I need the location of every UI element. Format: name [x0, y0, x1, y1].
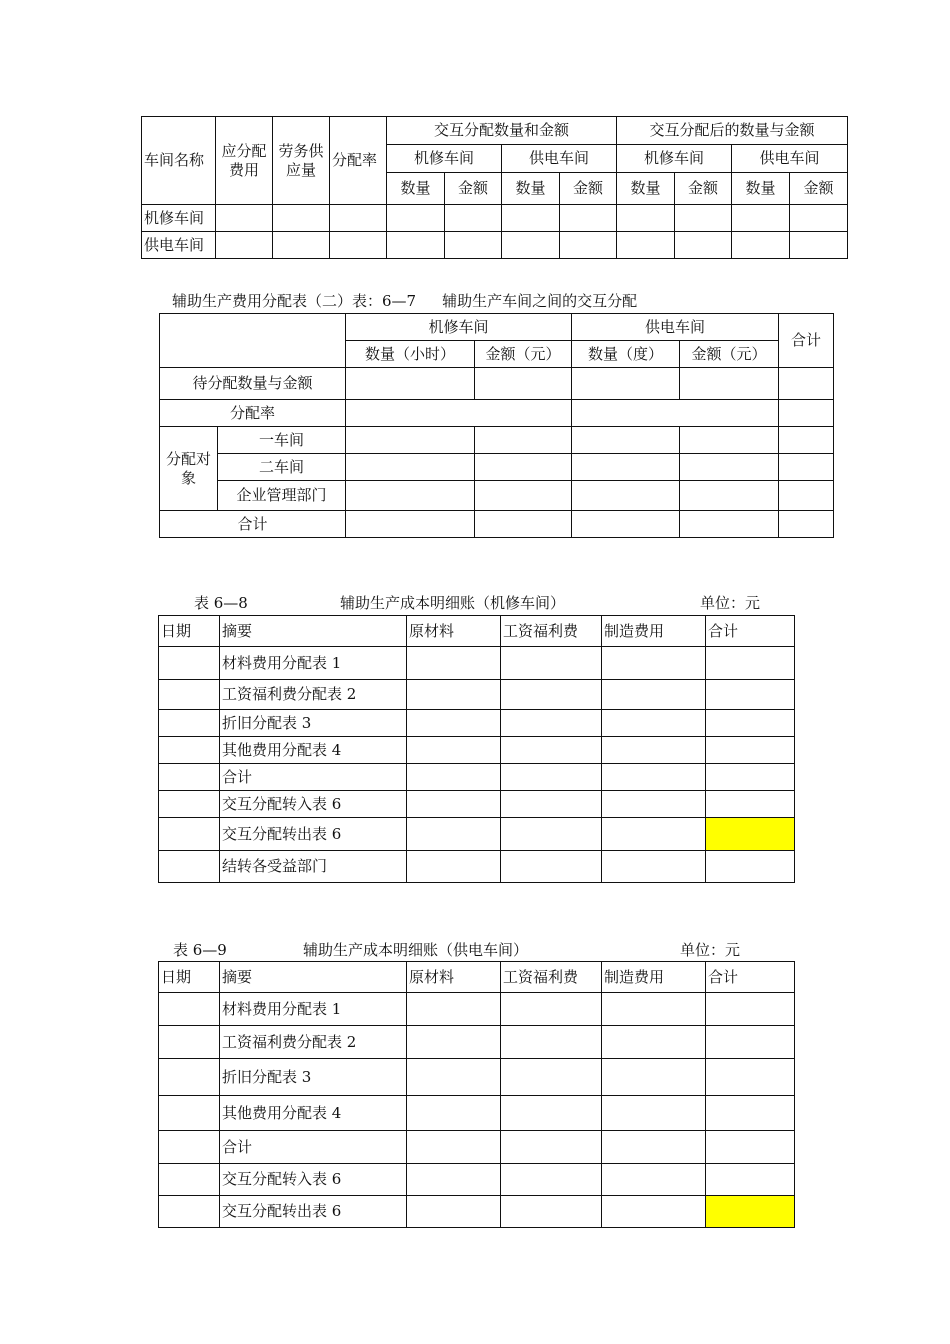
header-amount: 金额 [445, 173, 502, 205]
table-row [159, 1059, 795, 1096]
caption-table-6-9-title: 辅助生产成本明细账（供电车间） [303, 941, 529, 959]
header-alloc-fee: 应分配费用 [216, 117, 273, 205]
header-power: 供电车间 [572, 314, 779, 341]
header-summary: 摘要 [220, 616, 407, 647]
header-repair: 机修车间 [346, 314, 572, 341]
row-rate: 分配率 [160, 400, 346, 427]
header-qty: 数量 [732, 173, 790, 205]
table-row [159, 1131, 795, 1164]
row-summary: 其他费用分配表 4 [220, 737, 407, 764]
highlight-cell [706, 1196, 795, 1228]
header-amount: 金额 [560, 173, 617, 205]
table-row [160, 427, 834, 454]
table-row [159, 818, 795, 851]
table-row [160, 368, 834, 400]
caption-table-6-7 [172, 290, 637, 311]
header-rate: 分配率 [330, 117, 387, 205]
ledger-repair-table [158, 615, 795, 883]
caption-table-6-9-no: 表 6—9 [173, 941, 227, 959]
row-summary: 工资福利费分配表 2 [220, 1026, 407, 1059]
caption-table-6-9-unit: 单位：元 [680, 941, 741, 959]
row-summary: 折旧分配表 3 [220, 710, 407, 737]
header-power-1: 供电车间 [502, 145, 617, 173]
table-row [159, 680, 795, 710]
table-row [142, 232, 848, 259]
table-row [159, 1164, 795, 1196]
highlight-cell [706, 818, 795, 851]
target-label: 企业管理部门 [218, 481, 346, 511]
header-date: 日期 [159, 616, 220, 647]
table-row [159, 710, 795, 737]
header-summary: 摘要 [220, 962, 407, 993]
header-amount-yuan: 金额（元） [475, 341, 572, 368]
header-mutual-group: 交互分配数量和金额 [387, 117, 617, 145]
table-row [159, 1026, 795, 1059]
header-overhead: 制造费用 [602, 616, 706, 647]
header-amount: 金额 [675, 173, 732, 205]
row-summary: 工资福利费分配表 2 [220, 680, 407, 710]
header-qty-hours: 数量（小时） [346, 341, 475, 368]
mutual-allocation-table [141, 116, 848, 259]
table-row [159, 1196, 795, 1228]
row-alloc-target: 分配对象 [160, 427, 218, 511]
caption-right: 辅助生产车间之间的交互分配 [442, 292, 638, 310]
header-total: 合计 [706, 962, 795, 993]
header-wages: 工资福利费 [501, 962, 602, 993]
header-wages: 工资福利费 [501, 616, 602, 647]
target-label: 二车间 [218, 454, 346, 481]
row-label: 机修车间 [142, 205, 216, 232]
caption-table-6-8-no: 表 6—8 [194, 594, 248, 612]
caption-table-6-8-unit: 单位：元 [700, 594, 761, 612]
header-materials: 原材料 [407, 616, 501, 647]
row-pending: 待分配数量与金额 [160, 368, 346, 400]
header-materials: 原材料 [407, 962, 501, 993]
table-row [159, 851, 795, 883]
header-total: 合计 [779, 314, 834, 368]
table-row [159, 764, 795, 791]
table-row [160, 481, 834, 511]
table-row [159, 1096, 795, 1131]
header-qty: 数量 [387, 173, 445, 205]
table-row [159, 993, 795, 1026]
row-summary: 其他费用分配表 4 [220, 1096, 407, 1131]
row-summary: 交互分配转出表 6 [220, 1196, 407, 1228]
table-row [159, 791, 795, 818]
row-summary: 材料费用分配表 1 [220, 993, 407, 1026]
header-qty-kwh: 数量（度） [572, 341, 680, 368]
header-amount-yuan: 金额（元） [680, 341, 779, 368]
header-after-group: 交互分配后的数量与金额 [617, 117, 848, 145]
table-row [159, 647, 795, 680]
row-label: 供电车间 [142, 232, 216, 259]
header-workshop-name: 车间名称 [142, 117, 216, 205]
row-summary: 交互分配转入表 6 [220, 1164, 407, 1196]
header-qty: 数量 [617, 173, 675, 205]
header-repair-2: 机修车间 [617, 145, 732, 173]
row-summary: 折旧分配表 3 [220, 1059, 407, 1096]
table-row [160, 454, 834, 481]
header-labor-supply: 劳务供应量 [273, 117, 330, 205]
ledger-power-table [158, 961, 795, 1228]
caption-left: 辅助生产费用分配表（二）表：6—7 [172, 292, 417, 310]
header-repair-1: 机修车间 [387, 145, 502, 173]
table-row [160, 511, 834, 538]
row-summary: 结转各受益部门 [220, 851, 407, 883]
header-date: 日期 [159, 962, 220, 993]
header-power-2: 供电车间 [732, 145, 848, 173]
header-total: 合计 [706, 616, 795, 647]
table-row [159, 737, 795, 764]
header-overhead: 制造费用 [602, 962, 706, 993]
table-row [160, 400, 834, 427]
row-summary: 合计 [220, 764, 407, 791]
header-amount: 金额 [790, 173, 848, 205]
target-label: 一车间 [218, 427, 346, 454]
row-summary: 合计 [220, 1131, 407, 1164]
aux-cost-allocation-table [159, 313, 834, 538]
row-summary: 交互分配转出表 6 [220, 818, 407, 851]
table-row [142, 205, 848, 232]
caption-table-6-8-title: 辅助生产成本明细账（机修车间） [340, 594, 566, 612]
row-summary: 交互分配转入表 6 [220, 791, 407, 818]
header-qty: 数量 [502, 173, 560, 205]
row-summary: 材料费用分配表 1 [220, 647, 407, 680]
row-total: 合计 [160, 511, 346, 538]
